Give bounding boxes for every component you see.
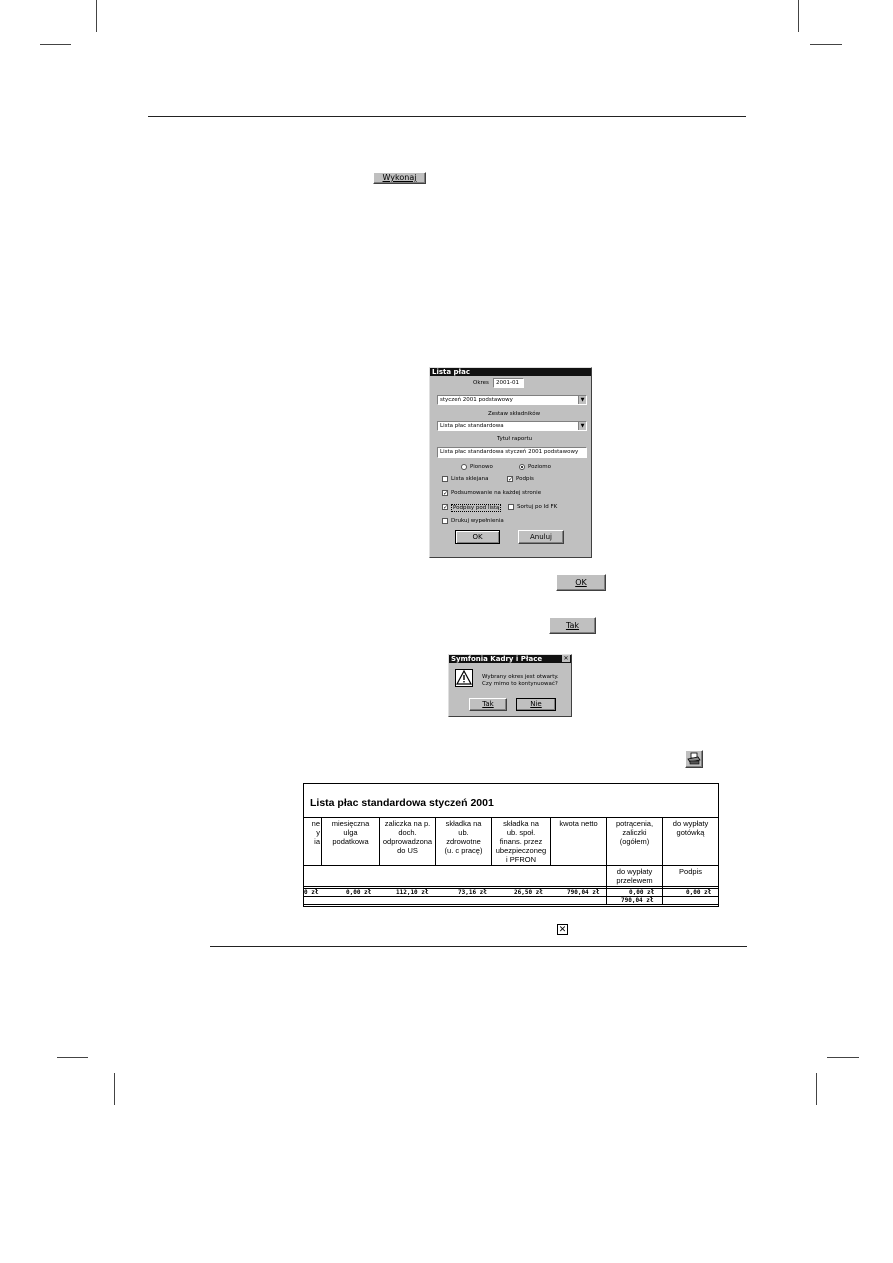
total-przelew: 790,04 zł xyxy=(621,897,654,904)
header-col4: składka na ub. społ. finans. przez ubezpieczoneg i PFRON xyxy=(495,819,547,864)
drukuj-label: Drukuj wypełnienia xyxy=(451,518,504,524)
header-col1: miesięczna ulga podatkowa xyxy=(331,819,370,846)
dialog-anuluj-label: Anuluj xyxy=(530,533,552,541)
crop-mark xyxy=(798,0,799,32)
checkbox-sortuj[interactable] xyxy=(508,504,514,510)
checkbox-podpisy[interactable]: ✓ xyxy=(443,504,449,511)
total-col2: 112,10 zł xyxy=(396,889,429,896)
header-col3: składka na ub. zdrowotne (u. c pracę) xyxy=(444,819,483,855)
row-divider xyxy=(304,896,718,897)
header-rule xyxy=(148,116,746,117)
dialog-title: Lista płac xyxy=(430,368,591,376)
confirm-titlebar xyxy=(449,655,571,663)
subheader-przelew: do wypłaty przelewem xyxy=(616,867,653,885)
report-divider xyxy=(304,817,718,818)
radio-pionowo-label: Pionowo xyxy=(470,464,493,470)
zestaw-select-value: Lista płac standardowa xyxy=(440,423,504,429)
crop-mark xyxy=(57,1057,88,1058)
total-col5: 790,04 zł xyxy=(567,889,600,896)
row-divider xyxy=(304,886,718,887)
header-col0: ne y ia xyxy=(311,819,320,846)
dialog-ok-button[interactable] xyxy=(455,530,500,544)
crop-mark xyxy=(810,44,842,45)
warning-icon xyxy=(455,669,473,687)
printer-icon[interactable] xyxy=(685,750,703,768)
tak-label: Tak xyxy=(565,621,580,630)
total-col3: 73,16 zł xyxy=(458,889,487,896)
confirm-no-button[interactable] xyxy=(516,698,556,711)
total-col1: 0,00 zł xyxy=(346,889,372,896)
total-col4: 26,50 zł xyxy=(514,889,543,896)
report-title: Lista płac standardowa styczeń 2001 xyxy=(310,797,494,809)
crop-mark xyxy=(827,1057,859,1058)
checkbox-lista-sklejana[interactable] xyxy=(442,476,448,482)
dropdown-arrow-icon[interactable]: ▼ xyxy=(578,396,586,404)
subheader-podpis: Podpis xyxy=(679,867,702,876)
header-col7: do wypłaty gotówką xyxy=(672,819,709,837)
total-col6: 0,00 zł xyxy=(629,889,655,896)
dialog-anuluj-button[interactable] xyxy=(518,530,564,544)
confirm-yes-button[interactable] xyxy=(469,698,507,711)
tak-button[interactable] xyxy=(549,617,596,634)
row-divider xyxy=(304,904,718,905)
period-select[interactable] xyxy=(437,395,587,405)
ok-button[interactable] xyxy=(556,574,606,591)
podpisy-label: Podpisy pod listą xyxy=(453,505,500,511)
zestaw-label: Zestaw składników xyxy=(488,411,541,417)
footer-rule xyxy=(210,946,747,947)
tytul-label: Tytuł raportu xyxy=(497,436,533,442)
podsumowanie-label: Podsumowanie na każdej stronie xyxy=(451,490,542,496)
crop-mark xyxy=(96,0,97,32)
sortuj-label: Sortuj po Id FK xyxy=(517,504,558,510)
confirm-title: Symfonia Kadry i Płace xyxy=(451,655,543,663)
okres-input[interactable]: 2001-01 xyxy=(493,378,524,388)
payroll-report xyxy=(303,783,719,907)
confirm-dialog xyxy=(448,654,572,717)
total-col7: 0,00 zł xyxy=(686,889,712,896)
close-icon[interactable]: ✕ xyxy=(563,655,569,662)
checkbox-drukuj[interactable] xyxy=(442,518,448,524)
podpis-label: Podpis xyxy=(516,476,534,482)
checkbox-podpis[interactable]: ✓ xyxy=(508,476,514,483)
crop-mark xyxy=(40,44,71,45)
confirm-yes-label: Tak xyxy=(482,700,494,708)
dropdown-arrow-icon[interactable]: ▼ xyxy=(578,422,586,430)
confirm-line1: Wybrany okres jest otwarty. xyxy=(482,674,559,680)
period-select-value: styczeń 2001 podstawowy xyxy=(440,397,513,403)
row-divider xyxy=(606,865,718,866)
tytul-input[interactable]: Lista płac standardowa styczeń 2001 podstawowy xyxy=(437,447,587,458)
lista-sklejana-label: Lista sklejana xyxy=(451,476,489,482)
zestaw-select[interactable] xyxy=(437,421,587,431)
okres-label: Okres xyxy=(473,380,489,386)
wykonaj-button[interactable] xyxy=(373,172,426,184)
radio-poziomo-label: Poziomo xyxy=(528,464,551,470)
ok-label: OK xyxy=(575,578,587,587)
header-col5: kwota netto xyxy=(559,819,598,828)
header-col2: zaliczka na p. doch. odprowadzona do US xyxy=(382,819,433,855)
radio-poziomo[interactable] xyxy=(519,464,525,470)
total-col0: 0 zł xyxy=(304,889,319,896)
close-icon[interactable]: ✕ xyxy=(558,924,567,934)
lista-plac-dialog xyxy=(429,367,592,558)
confirm-no-label: Nie xyxy=(530,700,542,708)
wykonaj-label: Wykonaj xyxy=(382,173,417,182)
crop-mark xyxy=(114,1073,115,1105)
radio-pionowo[interactable] xyxy=(461,464,467,470)
confirm-line2: Czy mimo to kontynuować? xyxy=(482,681,558,687)
header-col6: potrącenia, zaliczki (ogółem) xyxy=(615,819,654,846)
checkbox-podsumowanie[interactable]: ✓ xyxy=(443,490,449,497)
crop-mark xyxy=(816,1073,817,1105)
dialog-ok-label: OK xyxy=(472,533,483,541)
